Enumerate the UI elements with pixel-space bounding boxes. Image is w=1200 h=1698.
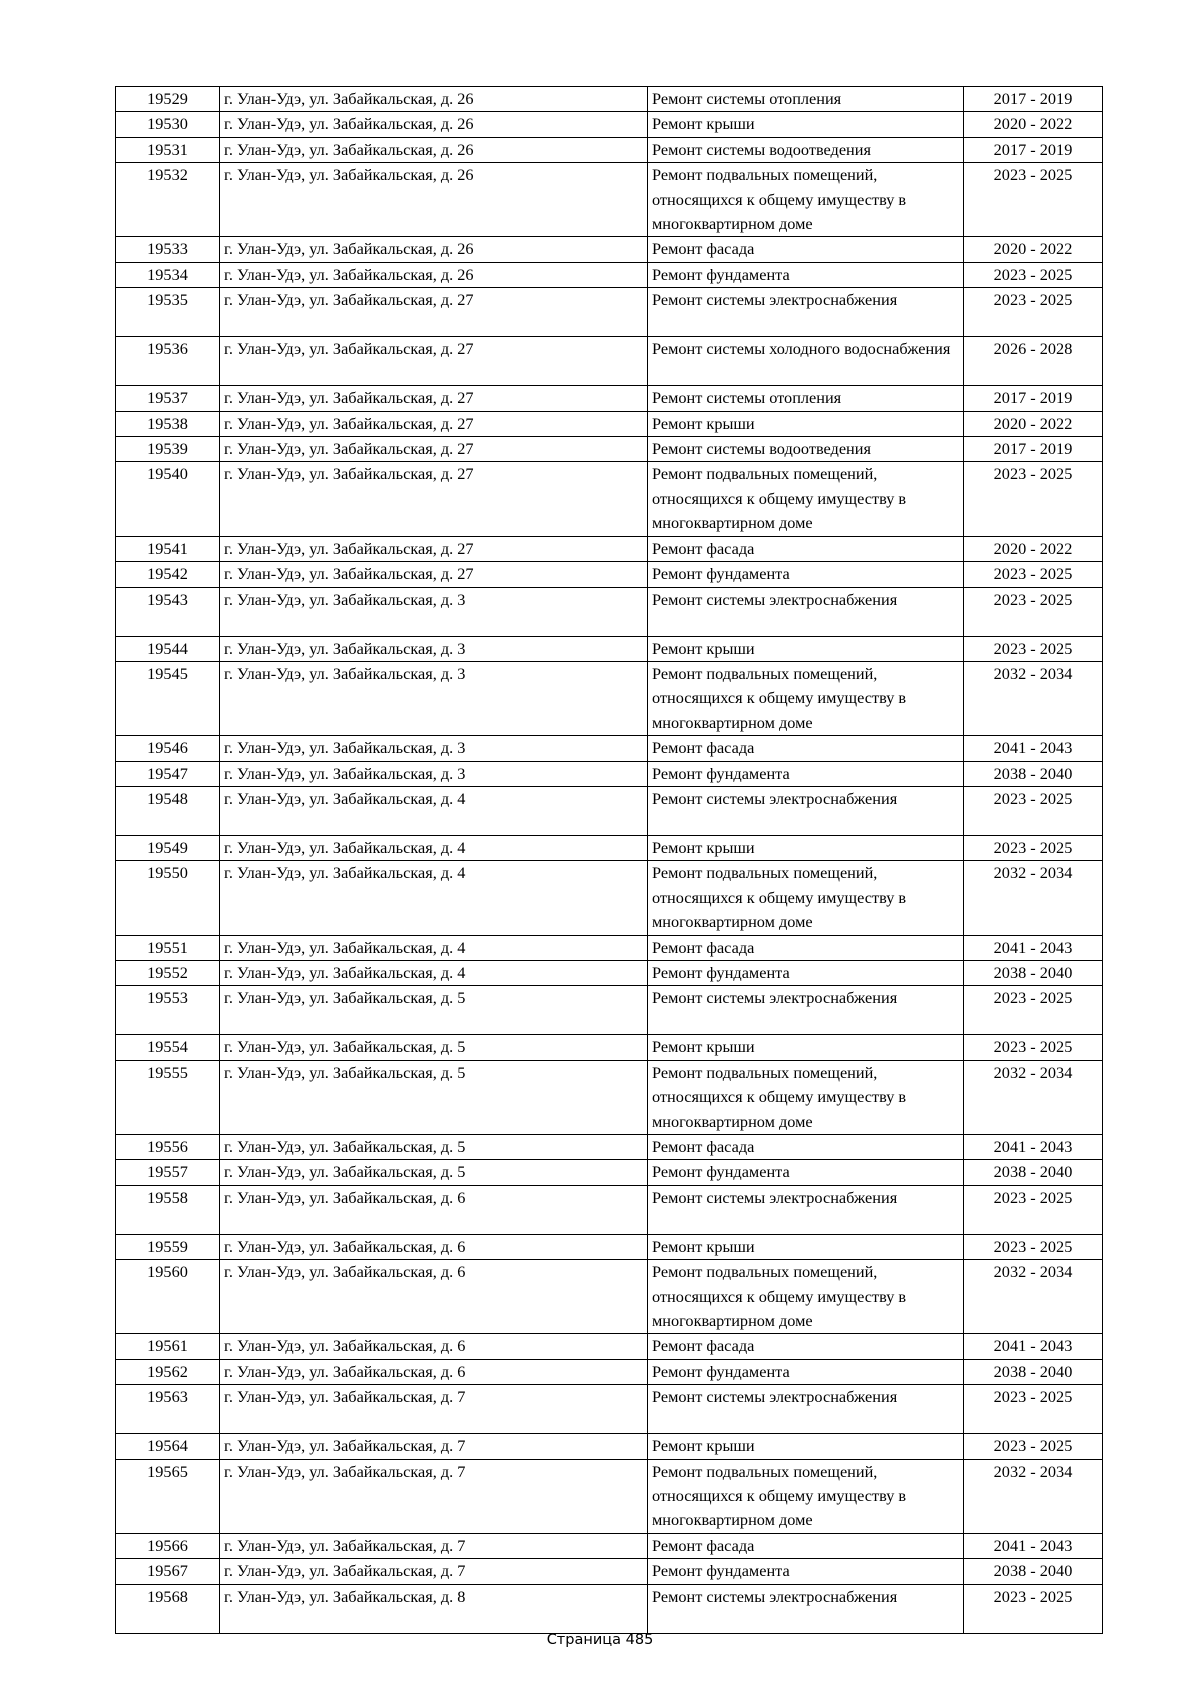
table-row — [116, 562, 1103, 587]
row-number: 19544 — [116, 636, 220, 661]
row-number: 19564 — [116, 1434, 220, 1459]
row-period: 2023 - 2025 — [964, 1385, 1103, 1434]
row-address: г. Улан-Удэ, ул. Забайкальская, д. 27 — [220, 288, 648, 337]
row-address: г. Улан-Удэ, ул. Забайкальская, д. 7 — [220, 1559, 648, 1584]
row-work-type: Ремонт подвальных помещений, относящихся к общему имуществу в многоквартирном доме — [648, 1260, 964, 1334]
row-address: г. Улан-Удэ, ул. Забайкальская, д. 3 — [220, 736, 648, 761]
table-row — [116, 1385, 1103, 1434]
row-number: 19540 — [116, 462, 220, 536]
row-number: 19561 — [116, 1334, 220, 1359]
row-period: 2032 - 2034 — [964, 661, 1103, 735]
row-number: 19551 — [116, 935, 220, 960]
row-address: г. Улан-Удэ, ул. Забайкальская, д. 6 — [220, 1185, 648, 1234]
row-period: 2023 - 2025 — [964, 1185, 1103, 1234]
document-page — [115, 86, 1103, 1634]
row-address: г. Улан-Удэ, ул. Забайкальская, д. 27 — [220, 337, 648, 386]
row-number: 19543 — [116, 587, 220, 636]
row-work-type: Ремонт фундамента — [648, 1559, 964, 1584]
row-address: г. Улан-Удэ, ул. Забайкальская, д. 3 — [220, 636, 648, 661]
row-work-type: Ремонт фасада — [648, 1334, 964, 1359]
repair-schedule-table — [115, 86, 1103, 1634]
row-work-type: Ремонт системы электроснабжения — [648, 1185, 964, 1234]
row-address: г. Улан-Удэ, ул. Забайкальская, д. 6 — [220, 1359, 648, 1384]
row-address: г. Улан-Удэ, ул. Забайкальская, д. 27 — [220, 437, 648, 462]
row-number: 19530 — [116, 112, 220, 137]
row-period: 2041 - 2043 — [964, 736, 1103, 761]
row-period: 2020 - 2022 — [964, 536, 1103, 561]
row-address: г. Улан-Удэ, ул. Забайкальская, д. 7 — [220, 1459, 648, 1533]
row-period: 2041 - 2043 — [964, 1135, 1103, 1160]
row-work-type: Ремонт фасада — [648, 736, 964, 761]
row-period: 2026 - 2028 — [964, 337, 1103, 386]
row-number: 19560 — [116, 1260, 220, 1334]
table-body — [116, 87, 1103, 1634]
row-number: 19542 — [116, 562, 220, 587]
row-work-type: Ремонт фундамента — [648, 1160, 964, 1185]
row-address: г. Улан-Удэ, ул. Забайкальская, д. 6 — [220, 1234, 648, 1259]
table-row — [116, 1434, 1103, 1459]
row-number: 19545 — [116, 661, 220, 735]
row-work-type: Ремонт фасада — [648, 1135, 964, 1160]
row-period: 2020 - 2022 — [964, 112, 1103, 137]
row-address: г. Улан-Удэ, ул. Забайкальская, д. 27 — [220, 462, 648, 536]
page-footer — [0, 1632, 1200, 1648]
row-number: 19535 — [116, 288, 220, 337]
row-work-type: Ремонт подвальных помещений, относящихся к общему имуществу в многоквартирном доме — [648, 661, 964, 735]
row-number: 19533 — [116, 237, 220, 262]
table-row — [116, 861, 1103, 935]
row-period: 2023 - 2025 — [964, 1434, 1103, 1459]
row-number: 19532 — [116, 163, 220, 237]
row-number: 19547 — [116, 761, 220, 786]
table-row — [116, 835, 1103, 860]
table-row — [116, 1035, 1103, 1060]
row-period: 2020 - 2022 — [964, 237, 1103, 262]
row-address: г. Улан-Удэ, ул. Забайкальская, д. 5 — [220, 1035, 648, 1060]
row-address: г. Улан-Удэ, ул. Забайкальская, д. 27 — [220, 562, 648, 587]
row-number: 19539 — [116, 437, 220, 462]
table-row — [116, 1135, 1103, 1160]
table-row — [116, 1459, 1103, 1533]
row-work-type: Ремонт подвальных помещений, относящихся к общему имуществу в многоквартирном доме — [648, 462, 964, 536]
table-row — [116, 462, 1103, 536]
row-work-type: Ремонт системы электроснабжения — [648, 587, 964, 636]
row-work-type: Ремонт фундамента — [648, 761, 964, 786]
table-row — [116, 1234, 1103, 1259]
row-address: г. Улан-Удэ, ул. Забайкальская, д. 26 — [220, 137, 648, 162]
table-row — [116, 1533, 1103, 1558]
row-address: г. Улан-Удэ, ул. Забайкальская, д. 3 — [220, 661, 648, 735]
table-row — [116, 986, 1103, 1035]
row-number: 19536 — [116, 337, 220, 386]
row-address: г. Улан-Удэ, ул. Забайкальская, д. 4 — [220, 960, 648, 985]
row-work-type: Ремонт крыши — [648, 1434, 964, 1459]
page-number: Страница 485 — [546, 1632, 654, 1648]
row-address: г. Улан-Удэ, ул. Забайкальская, д. 3 — [220, 587, 648, 636]
row-address: г. Улан-Удэ, ул. Забайкальская, д. 27 — [220, 536, 648, 561]
row-work-type: Ремонт подвальных помещений, относящихся к общему имуществу в многоквартирном доме — [648, 163, 964, 237]
table-row — [116, 288, 1103, 337]
row-address: г. Улан-Удэ, ул. Забайкальская, д. 3 — [220, 761, 648, 786]
row-period: 2023 - 2025 — [964, 163, 1103, 237]
table-row — [116, 337, 1103, 386]
table-row — [116, 960, 1103, 985]
row-work-type: Ремонт фасада — [648, 237, 964, 262]
row-address: г. Улан-Удэ, ул. Забайкальская, д. 4 — [220, 935, 648, 960]
row-work-type: Ремонт подвальных помещений, относящихся к общему имуществу в многоквартирном доме — [648, 1060, 964, 1134]
row-number: 19552 — [116, 960, 220, 985]
row-address: г. Улан-Удэ, ул. Забайкальская, д. 4 — [220, 835, 648, 860]
row-work-type: Ремонт фундамента — [648, 1359, 964, 1384]
row-number: 19553 — [116, 986, 220, 1035]
row-period: 2023 - 2025 — [964, 587, 1103, 636]
row-address: г. Улан-Удэ, ул. Забайкальская, д. 26 — [220, 112, 648, 137]
row-number: 19556 — [116, 1135, 220, 1160]
row-period: 2023 - 2025 — [964, 1584, 1103, 1633]
row-period: 2017 - 2019 — [964, 137, 1103, 162]
row-period: 2017 - 2019 — [964, 87, 1103, 112]
row-period: 2038 - 2040 — [964, 1160, 1103, 1185]
row-number: 19563 — [116, 1385, 220, 1434]
row-work-type: Ремонт фасада — [648, 536, 964, 561]
table-row — [116, 661, 1103, 735]
row-number: 19558 — [116, 1185, 220, 1234]
row-number: 19562 — [116, 1359, 220, 1384]
table-row — [116, 1559, 1103, 1584]
row-period: 2041 - 2043 — [964, 1533, 1103, 1558]
row-period: 2038 - 2040 — [964, 960, 1103, 985]
row-address: г. Улан-Удэ, ул. Забайкальская, д. 27 — [220, 386, 648, 411]
row-work-type: Ремонт системы электроснабжения — [648, 288, 964, 337]
row-number: 19557 — [116, 1160, 220, 1185]
row-work-type: Ремонт фундамента — [648, 960, 964, 985]
row-number: 19546 — [116, 736, 220, 761]
table-row — [116, 636, 1103, 661]
row-period: 2023 - 2025 — [964, 835, 1103, 860]
row-number: 19559 — [116, 1234, 220, 1259]
row-number: 19549 — [116, 835, 220, 860]
row-period: 2032 - 2034 — [964, 861, 1103, 935]
table-row — [116, 1185, 1103, 1234]
row-address: г. Улан-Удэ, ул. Забайкальская, д. 5 — [220, 1135, 648, 1160]
row-work-type: Ремонт крыши — [648, 411, 964, 436]
table-row — [116, 1334, 1103, 1359]
table-row — [116, 87, 1103, 112]
row-number: 19565 — [116, 1459, 220, 1533]
table-row — [116, 736, 1103, 761]
row-number: 19554 — [116, 1035, 220, 1060]
row-period: 2032 - 2034 — [964, 1459, 1103, 1533]
row-work-type: Ремонт фасада — [648, 1533, 964, 1558]
row-work-type: Ремонт подвальных помещений, относящихся к общему имуществу в многоквартирном доме — [648, 1459, 964, 1533]
row-work-type: Ремонт системы водоотведения — [648, 137, 964, 162]
row-address: г. Улан-Удэ, ул. Забайкальская, д. 7 — [220, 1434, 648, 1459]
row-work-type: Ремонт крыши — [648, 636, 964, 661]
row-work-type: Ремонт крыши — [648, 112, 964, 137]
row-work-type: Ремонт крыши — [648, 835, 964, 860]
row-number: 19566 — [116, 1533, 220, 1558]
row-period: 2032 - 2034 — [964, 1060, 1103, 1134]
table-row — [116, 761, 1103, 786]
row-address: г. Улан-Удэ, ул. Забайкальская, д. 6 — [220, 1334, 648, 1359]
row-period: 2023 - 2025 — [964, 1035, 1103, 1060]
row-address: г. Улан-Удэ, ул. Забайкальская, д. 6 — [220, 1260, 648, 1334]
row-period: 2032 - 2034 — [964, 1260, 1103, 1334]
row-address: г. Улан-Удэ, ул. Забайкальская, д. 5 — [220, 1160, 648, 1185]
row-period: 2023 - 2025 — [964, 262, 1103, 287]
row-address: г. Улан-Удэ, ул. Забайкальская, д. 4 — [220, 786, 648, 835]
table-row — [116, 935, 1103, 960]
row-period: 2017 - 2019 — [964, 386, 1103, 411]
table-row — [116, 386, 1103, 411]
row-number: 19541 — [116, 536, 220, 561]
row-address: г. Улан-Удэ, ул. Забайкальская, д. 26 — [220, 237, 648, 262]
row-address: г. Улан-Удэ, ул. Забайкальская, д. 5 — [220, 986, 648, 1035]
row-address: г. Улан-Удэ, ул. Забайкальская, д. 5 — [220, 1060, 648, 1134]
row-period: 2038 - 2040 — [964, 1359, 1103, 1384]
row-work-type: Ремонт подвальных помещений, относящихся к общему имуществу в многоквартирном доме — [648, 861, 964, 935]
row-number: 19537 — [116, 386, 220, 411]
table-row — [116, 1584, 1103, 1633]
row-number: 19555 — [116, 1060, 220, 1134]
row-period: 2023 - 2025 — [964, 786, 1103, 835]
table-row — [116, 262, 1103, 287]
row-number: 19550 — [116, 861, 220, 935]
row-work-type: Ремонт системы отопления — [648, 87, 964, 112]
row-work-type: Ремонт системы электроснабжения — [648, 1584, 964, 1633]
row-address: г. Улан-Удэ, ул. Забайкальская, д. 27 — [220, 411, 648, 436]
row-period: 2023 - 2025 — [964, 562, 1103, 587]
row-work-type: Ремонт крыши — [648, 1035, 964, 1060]
row-number: 19529 — [116, 87, 220, 112]
row-work-type: Ремонт системы холодного водоснабжения — [648, 337, 964, 386]
row-period: 2023 - 2025 — [964, 288, 1103, 337]
row-address: г. Улан-Удэ, ул. Забайкальская, д. 26 — [220, 87, 648, 112]
table-row — [116, 137, 1103, 162]
row-address: г. Улан-Удэ, ул. Забайкальская, д. 8 — [220, 1584, 648, 1633]
row-period: 2020 - 2022 — [964, 411, 1103, 436]
row-number: 19568 — [116, 1584, 220, 1633]
row-period: 2023 - 2025 — [964, 1234, 1103, 1259]
table-row — [116, 437, 1103, 462]
row-number: 19548 — [116, 786, 220, 835]
row-period: 2023 - 2025 — [964, 462, 1103, 536]
row-work-type: Ремонт системы водоотведения — [648, 437, 964, 462]
row-work-type: Ремонт фундамента — [648, 262, 964, 287]
row-period: 2038 - 2040 — [964, 761, 1103, 786]
table-row — [116, 786, 1103, 835]
row-work-type: Ремонт фасада — [648, 935, 964, 960]
table-row — [116, 536, 1103, 561]
row-work-type: Ремонт системы электроснабжения — [648, 1385, 964, 1434]
table-row — [116, 163, 1103, 237]
row-number: 19534 — [116, 262, 220, 287]
table-row — [116, 587, 1103, 636]
row-period: 2038 - 2040 — [964, 1559, 1103, 1584]
row-work-type: Ремонт системы электроснабжения — [648, 986, 964, 1035]
table-row — [116, 1260, 1103, 1334]
row-number: 19567 — [116, 1559, 220, 1584]
row-period: 2017 - 2019 — [964, 437, 1103, 462]
row-work-type: Ремонт системы отопления — [648, 386, 964, 411]
row-address: г. Улан-Удэ, ул. Забайкальская, д. 7 — [220, 1533, 648, 1558]
row-work-type: Ремонт фундамента — [648, 562, 964, 587]
row-period: 2023 - 2025 — [964, 636, 1103, 661]
row-work-type: Ремонт системы электроснабжения — [648, 786, 964, 835]
row-address: г. Улан-Удэ, ул. Забайкальская, д. 26 — [220, 262, 648, 287]
row-period: 2041 - 2043 — [964, 935, 1103, 960]
row-period: 2023 - 2025 — [964, 986, 1103, 1035]
table-row — [116, 1060, 1103, 1134]
table-row — [116, 112, 1103, 137]
table-row — [116, 1160, 1103, 1185]
row-period: 2041 - 2043 — [964, 1334, 1103, 1359]
row-address: г. Улан-Удэ, ул. Забайкальская, д. 4 — [220, 861, 648, 935]
row-address: г. Улан-Удэ, ул. Забайкальская, д. 7 — [220, 1385, 648, 1434]
table-row — [116, 237, 1103, 262]
table-row — [116, 1359, 1103, 1384]
row-number: 19531 — [116, 137, 220, 162]
row-address: г. Улан-Удэ, ул. Забайкальская, д. 26 — [220, 163, 648, 237]
row-work-type: Ремонт крыши — [648, 1234, 964, 1259]
table-row — [116, 411, 1103, 436]
row-number: 19538 — [116, 411, 220, 436]
